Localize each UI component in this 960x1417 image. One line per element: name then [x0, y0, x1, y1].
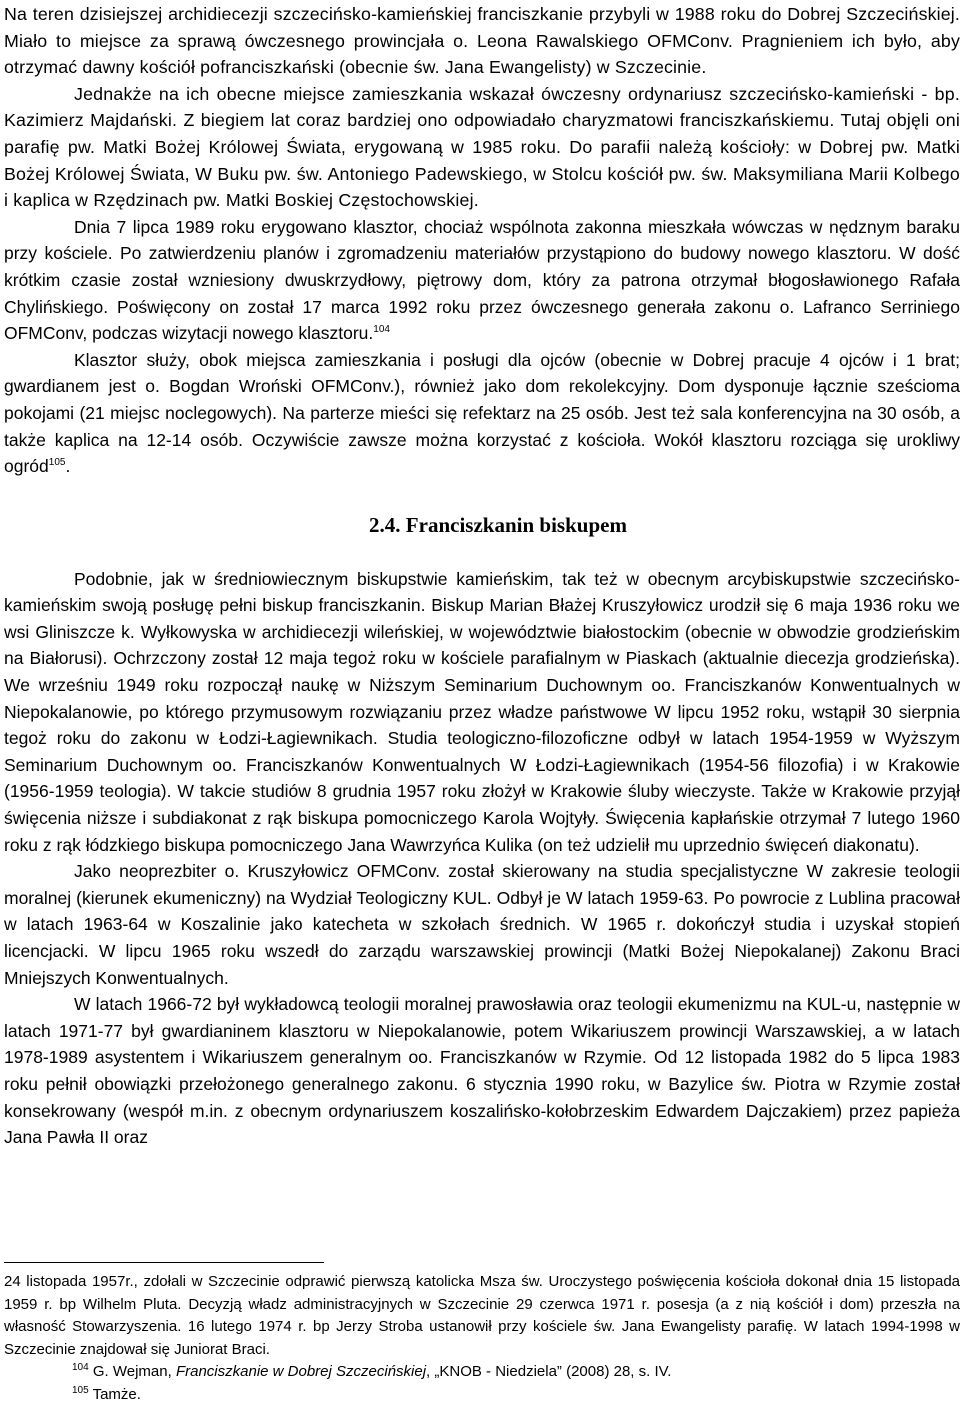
footnote-continuation: 24 listopada 1957r., zdołali w Szczecinie odprawić pierwszą katolicka Msza św. Uroczystego poświęcenia kościoła dokonał dnia 15 listopada 1959 r. bp Wilhelm Pluta. Decyzją władz administracyjnych w Szczecinie 29 czerwca 1971 r. posesja (a z nią kościół i dom) przeszła na własność Stowarzyszenia. 16 lutego 1974 r. bp Jerzy Stroba ustanowił przy kościele św. Jana Ewangelisty parafię. W latach 1994-1998 w Szczecinie znajdował się Juniorat Braci. — [4, 1273, 960, 1358]
paragraph-monastery-erection — [4, 214, 960, 347]
footnote-separator — [4, 1262, 324, 1263]
footnote-source: , „KNOB - Niedziela” (2008) 28, s. IV. — [426, 1363, 672, 1381]
footnote-105 — [4, 1384, 960, 1407]
paragraph-current-residence: Jednakże na ich obecne miejsce zamieszkania wskazał ówczesny ordynariusz szczecińsko-kamieński - bp. Kazimierz Majdański. Z biegiem lat coraz bardziej ono odpowiadało charyzmatowi franciszkańskiemu. Tutaj objęli oni parafię pw. Matki Bożej Królowej Świata, erygowaną w 1985 roku. Do parafii należą kościoły: w Dobrej pw. Matki Bożej Królowej Świata, W Buku pw. św. Antoniego Padewskiego, w Stolcu kościół pw. św. Maksymiliana Marii Kolbego i kaplica w Rzędzinach pw. Matki Boskiej Częstochowskiej. — [4, 83, 960, 211]
footnote-text: Tamże. — [92, 1385, 141, 1403]
paragraph-bishop-biography: Podobnie, jak w średniowiecznym biskupstwie kamieńskim, tak też w obecnym arcybiskupstwie szczecińsko-kamieńskim swoją posługę pełni biskup franciszkanin. Biskup Marian Błażej Kruszyłowicz urodził się 6 maja 1936 roku we wsi Gliniszcze k. Wyłkowyska w archidiecezji wileńskiej, w województwie białostockim (obecnie w obwodzie grodzieńskim na Białorusi). Ochrzczony został 12 maja tegoż roku w kościele parafialnym w Piaskach (aktualnie diecezja grodzieńska). We wrześniu 1949 roku rozpoczął naukę w Niższym Seminarium Duchownym oo. Franciszkanów Konwentualnych w Niepokalanowie, po którego przymusowym rozwiązaniu przez władze państwowe W lipcu 1952 roku, wstąpił 30 sierpnia tegoż roku do zakonu w Łodzi-Łagiewnikach. Studia teologiczno-filozoficzne odbył w latach 1954-1959 w Wyższym Seminarium Duchownym oo. Franciszkanów Konwentualnych W Łodzi-Łagiewnikach (1954-56 filozofia) i w Krakowie (1956-1959 teologia). W takcie studiów 8 grudnia 1957 roku złożył w Krakowie śluby wieczyste. Także w Krakowie przyjął święcenia niższe i subdiakonat z rąk biskupa pomocniczego Karola Wojtyły. Święcenia kapłańskie otrzymał 7 lutego 1960 roku z rąk łódzkiego biskupa pomocniczego Jana Wawrzyńca Kulika (on też udzielił mu uprzednio święceń diakonatu). — [4, 568, 960, 855]
footnote-number: 104 — [72, 1362, 89, 1374]
paragraph-monastery-use — [4, 347, 960, 480]
document-body — [4, 0, 960, 1151]
footnotes — [4, 1271, 960, 1407]
footnote-104 — [4, 1361, 960, 1384]
footnote-ref-104: 104 — [373, 324, 390, 336]
paragraph-text: Dnia 7 lipca 1989 roku erygowano klasztor, chociaż wspólnota zakonna mieszkała wówczas w nędznym baraku przy kościele. Po zatwierdzeniu planów i zgromadzeniu materiałów przystąpiono do budowy nowego klasztoru. W dość krótkim czasie został wzniesiony dwuskrzydłowy, piętrowy dom, który za patrona otrzymał błogosławionego Rafała Chylińskiego. Poświęcony on został 17 marca 1992 roku przez ówczesnego generała zakonu o. Lafranco Serriniego OFMConv, podczas wizytacji nowego klasztoru. — [4, 216, 960, 344]
footnote-ref-105: 105 — [48, 457, 66, 469]
paragraph-neopresbyter: Jako neoprezbiter o. Kruszyłowicz OFMConv. został skierowany na studia specjalistyczne W zakresie teologii moralnej (kierunek ekumeniczny) na Wydział Teologiczny KUL. Odbył je W latach 1959-63. Po powrocie z Lublina pracował w latach 1963-64 w Koszalinie jako katecheta w szkołach średnich. W 1965 r. dokończył studia i uzyskał stopień licencjacki. W lipcu 1965 roku wszedł do zarządu warszawskiej prowincji (Matki Bożej Niepokalanej) Zakonu Braci Mniejszych Konwentualnych. — [4, 861, 960, 988]
footnote-number: 105 — [72, 1384, 89, 1396]
footnote-title: Franciszkanie w Dobrej Szczecińskiej — [175, 1363, 427, 1381]
paragraph-text: Klasztor służy, obok miejsca zamieszkania i posługi dla ojców (obecnie w Dobrej pracuje 4 ojców i 1 brat; gwardianem jest o. Bogdan Wroński OFMConv.), również jako dom rekolekcyjny. Dom dysponuje łącznie sześcioma pokojami (21 miejsc noclegowych). Na parterze mieści się refektarz na 25 osób. Jest też sala konferencyjna na 30 osób, a także kaplica na 12-14 osób. Oczywiście zawsze można korzystać z kościoła. Wokół klasztoru rozciąga się urokliwy ogród — [4, 349, 960, 477]
paragraph-lecturer-years: W latach 1966-72 był wykładowcą teologii moralnej prawosławia oraz teologii ekumenizmu na KUL-u, następnie w latach 1971-77 był gwardianinem klasztoru w Niepokalanowie, potem Wikariuszem prowincji Warszawskiej, a w latach 1978-1989 asystentem i Wikariuszem generalnym oo. Franciszkanów w Rzymie. Od 12 listopada 1982 do 5 lipca 1983 roku pełnił obowiązki przełożonego generalnego zakonu. 6 stycznia 1990 roku, w Bazylice św. Piotra w Rzymie został konsekrowany (wespół m.in. z obecnym ordynariuszem koszalińsko-kołobrzeskim Edwardem Dajczakiem) przez papieża Jana Pawła II oraz — [4, 994, 960, 1148]
paragraph-end: . — [65, 456, 71, 477]
section-heading: 2.4. Franciszkanin biskupem — [369, 512, 627, 537]
footnote-author: G. Wejman, — [92, 1363, 176, 1381]
paragraph-franciscans-arrival: Na teren dzisiejszej archidiecezji szczecińsko-kamieńskiej franciszkanie przybyli w 1988 roku do Dobrej Szczecińskiej. Miało to miejsce za sprawą ówczesnego prowincjała o. Leona Rawalskiego OFMConv. Pragnieniem ich było, aby otrzymać dawny kościół pofranciszkański (obecnie św. Jana Ewangelisty) w Szczecinie. — [4, 4, 960, 78]
